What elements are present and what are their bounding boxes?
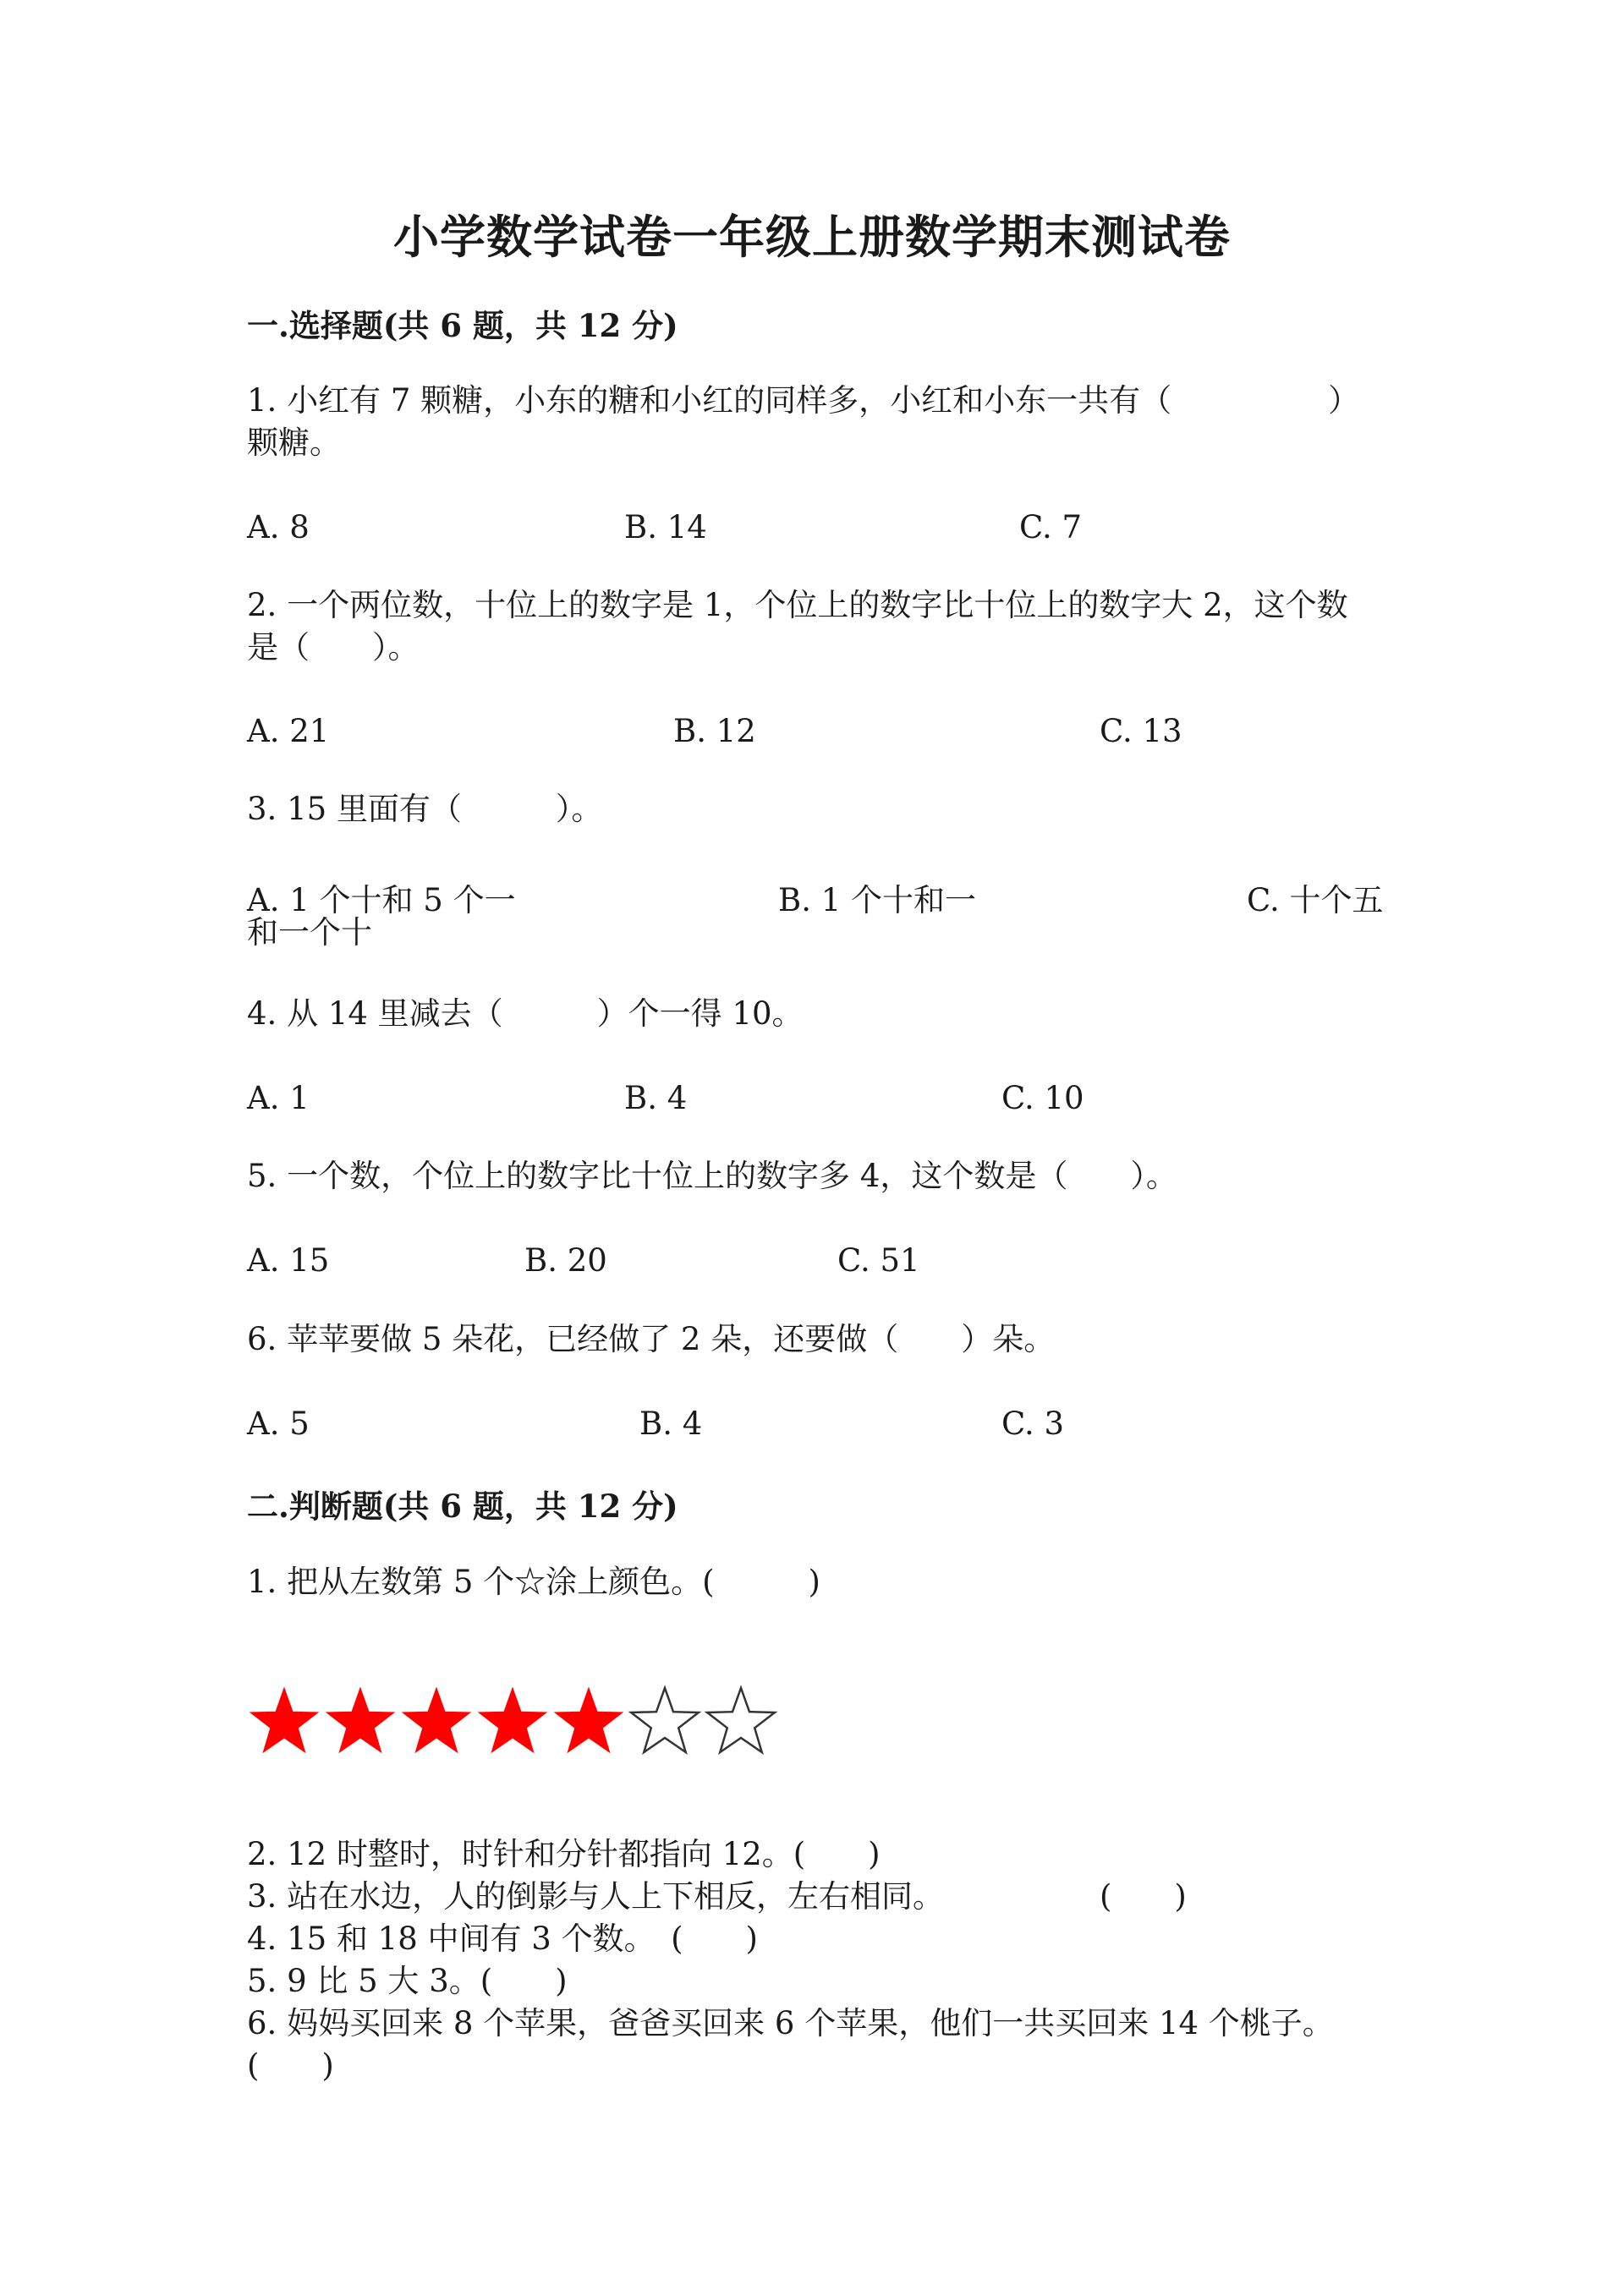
stars-row xyxy=(247,1683,788,1761)
judgement-question-6-paren[interactable]: ( ) xyxy=(247,2047,334,2084)
outline-star-icon xyxy=(631,1688,699,1752)
judgement-question-6: 6. 妈妈买回来 8 个苹果，爸爸买回来 6 个苹果，他们一共买回来 14 个桃子。 xyxy=(247,2005,1334,2041)
judgement-question-3-answer-paren[interactable]: ( ) xyxy=(1100,1878,1187,1915)
question-2-option-c[interactable]: C. 13 xyxy=(1100,713,1182,749)
question-2-line-2: 是（ ）。 xyxy=(247,629,420,666)
judgement-question-4: 4. 15 和 18 中间有 3 个数。 ( ) xyxy=(247,1921,758,1957)
question-3-option-c[interactable]: C. 十个五 xyxy=(1247,882,1384,918)
question-5-line-1: 5. 一个数，个位上的数字比十位上的数字多 4，这个数是（ ）。 xyxy=(247,1158,1177,1194)
judgement-question-2: 2. 12 时整时，时针和分针都指向 12。( ) xyxy=(247,1836,881,1872)
question-6-option-c[interactable]: C. 3 xyxy=(1001,1406,1065,1442)
question-6-option-a[interactable]: A. 5 xyxy=(247,1406,310,1442)
section-heading-choice: 一.选择题(共 6 题，共 12 分) xyxy=(247,307,678,344)
question-6-option-b[interactable]: B. 4 xyxy=(639,1406,703,1442)
judgement-question-1: 1. 把从左数第 5 个☆涂上颜色。( ) xyxy=(247,1564,820,1600)
question-1-option-c[interactable]: C. 7 xyxy=(1019,509,1083,545)
question-4-option-a[interactable]: A. 1 xyxy=(247,1080,310,1116)
question-3-option-a-continued: 和一个十 xyxy=(247,914,372,951)
question-1-line-2: 颗糖。 xyxy=(247,425,341,461)
question-1-line-1: 1. 小红有 7 颗糖，小东的糖和小红的同样多，小红和小东一共有（ ） xyxy=(247,382,1360,419)
filled-star-icon xyxy=(555,1688,623,1752)
filled-star-icon xyxy=(250,1688,318,1752)
question-6-line-1: 6. 苹苹要做 5 朵花，已经做了 2 朵，还要做（ ）朵。 xyxy=(247,1321,1056,1357)
question-5-option-b[interactable]: B. 20 xyxy=(524,1242,607,1279)
question-4-option-c[interactable]: C. 10 xyxy=(1001,1080,1084,1116)
question-2-option-b[interactable]: B. 12 xyxy=(673,713,756,749)
section-heading-judgement: 二.判断题(共 6 题，共 12 分) xyxy=(247,1488,678,1525)
question-3-option-b[interactable]: B. 1 个十和一 xyxy=(778,882,977,918)
question-4-line-1: 4. 从 14 里减去（ ）个一得 10。 xyxy=(247,995,804,1032)
question-1-option-b[interactable]: B. 14 xyxy=(624,509,707,545)
filled-star-icon xyxy=(403,1688,470,1752)
question-3-line-1: 3. 15 里面有（ ）。 xyxy=(247,791,603,827)
question-1-option-a[interactable]: A. 8 xyxy=(247,509,310,545)
judgement-question-3: 3. 站在水边，人的倒影与人上下相反，左右相同。 xyxy=(247,1878,945,1915)
question-3-option-a[interactable]: A. 1 个十和 5 个一 xyxy=(247,882,516,918)
page-title: 小学数学试卷一年级上册数学期末测试卷 xyxy=(393,210,1231,264)
question-5-option-a[interactable]: A. 15 xyxy=(247,1242,330,1279)
filled-star-icon xyxy=(326,1688,394,1752)
filled-star-icon xyxy=(479,1688,546,1752)
outline-star-icon xyxy=(707,1688,775,1752)
question-2-option-a[interactable]: A. 21 xyxy=(247,713,330,749)
question-2-line-1: 2. 一个两位数，十位上的数字是 1，个位上的数字比十位上的数字大 2，这个数 xyxy=(247,587,1348,623)
judgement-question-5: 5. 9 比 5 大 3。( ) xyxy=(247,1963,568,1999)
question-5-option-c[interactable]: C. 51 xyxy=(837,1242,920,1279)
question-4-option-b[interactable]: B. 4 xyxy=(624,1080,688,1116)
